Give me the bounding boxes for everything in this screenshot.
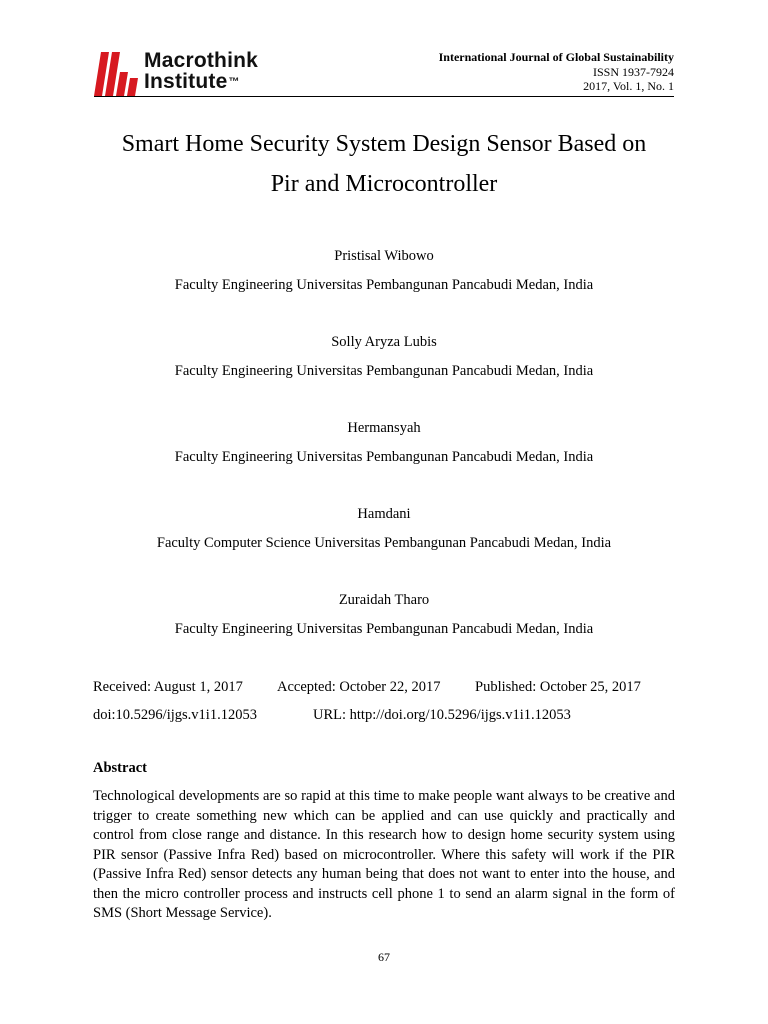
doi-text: doi:10.5296/ijgs.v1i1.12053 (93, 707, 257, 723)
author-list (80, 246, 688, 676)
accepted-date: Accepted: October 22, 2017 (277, 679, 441, 695)
macrothink-logo (94, 48, 294, 98)
trademark-symbol: ™ (228, 76, 240, 88)
logo-wordmark (144, 50, 258, 92)
author-name: Hermansyah (347, 420, 421, 436)
macrothink-m-logo-icon (94, 52, 140, 96)
author-block (80, 418, 688, 504)
author-affiliation: Faculty Engineering Universitas Pembangunan Pancabudi Medan, India (174, 277, 594, 293)
author-block (80, 590, 688, 676)
journal-volume: 2017, Vol. 1, No. 1 (583, 79, 674, 93)
author-affiliation: Faculty Computer Science Universitas Pembangunan Pancabudi Medan, India (156, 535, 612, 551)
author-block (80, 246, 688, 332)
author-block (80, 332, 688, 418)
author-name: Hamdani (357, 506, 411, 522)
journal-issn: ISSN 1937-7924 (592, 64, 674, 79)
author-affiliation: Faculty Engineering Universitas Pembangunan Pancabudi Medan, India (174, 449, 594, 465)
abstract-heading: Abstract (93, 760, 147, 776)
doi-url-link[interactable]: URL: http://doi.org/10.5296/ijgs.v1i1.12053 (313, 707, 571, 723)
abstract-text: Technological developments are so rapid at this time to make people want always to be creative and trigger to create something new which can be applied and can use quickly and practically and control from close range and distance. In this research how to design home security system using PIR sensor (Passive Infra Red) based on microcontroller. Where this safety will work if the PIR (Passive Infra Red) sensor detects any human being that does not want to enter into the house, and then the micro controller process and instructs cell phone 1 to send an alarm signal in the form of SMS (Short Message Service). (93, 788, 675, 921)
author-name: Solly Aryza Lubis (331, 334, 437, 350)
author-block (80, 504, 688, 590)
published-date: Published: October 25, 2017 (475, 679, 641, 695)
title-line-2: Pir and Microcontroller (270, 171, 498, 197)
publication-dates (93, 673, 675, 729)
received-date: Received: August 1, 2017 (93, 679, 243, 695)
author-name: Zuraidah Tharo (338, 592, 430, 608)
author-affiliation: Faculty Engineering Universitas Pembangunan Pancabudi Medan, India (174, 363, 594, 379)
header-divider (94, 96, 674, 97)
paper-title (60, 124, 708, 204)
logo-line-2: Institute (144, 70, 228, 93)
journal-name: International Journal of Global Sustainability (438, 50, 674, 64)
journal-info (439, 50, 674, 94)
title-line-1: Smart Home Security System Design Sensor Based on (121, 131, 647, 157)
author-affiliation: Faculty Engineering Universitas Pembangunan Pancabudi Medan, India (174, 621, 594, 637)
author-name: Pristisal Wibowo (334, 248, 434, 264)
logo-line-1: Macrothink (144, 49, 259, 72)
page-number: 67 (378, 950, 390, 964)
